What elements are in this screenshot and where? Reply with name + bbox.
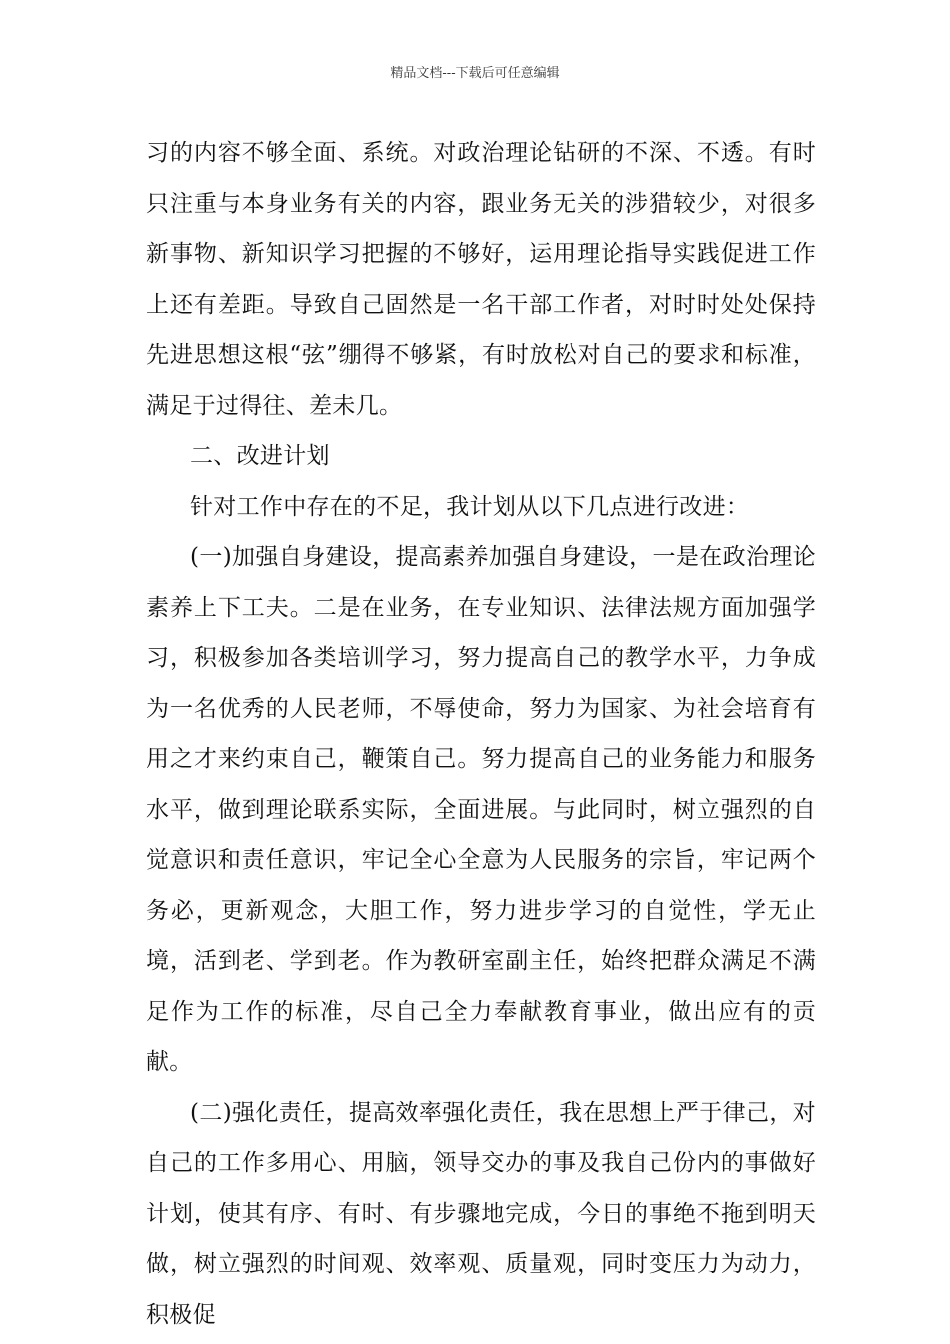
paragraph-intro: 针对工作中存在的不足，我计划从以下几点进行改进：: [190, 493, 750, 520]
section-heading: 二、改进计划: [190, 443, 330, 469]
paragraph-item-1: (一)加强自身建设，提高素养加强自身建设，一是在政治理论素养上下工夫。二是在业务，在专业知识、法律法规方面加强学习，积极参加各类培训学习，努力提高自己的教学水平，力争成为一名优秀的人民老师，不辱使命，努力为国家、为社会培育有用之才来约束自己，鞭策自己。努力提高自己的业务能力和服务水平，做到理论联系实际，全面进展。与此同时，树立强烈的自觉意识和责任意识，牢记全心全意为人民服务的宗旨，牢记两个务必，更新观念，大胆工作，努力进步学习的自觉性，学无止境，活到老、学到老。作为教研室副主任，始终把群众满足不满足作为工作的标准，尽自己全力奉献教育事业，做出应有的贡献。: [146, 544, 816, 1075]
page-header: 精品文档---下载后可任意编辑: [390, 66, 560, 81]
document-body: [146, 128, 816, 1340]
paragraph-item-2: (二)强化责任，提高效率强化责任，我在思想上严于律己，对自己的工作多用心、用脑，领导交办的事及我自己份内的事做好计划，使其有序、有时、有步骤地完成，今日的事绝不拖到明天做，树立强烈的时间观、效率观、质量观，同时变压力为动力，积极促: [146, 1099, 816, 1328]
paragraph-continuation: 习的内容不够全面、系统。对政治理论钻研的不深、不透。有时只注重与本身业务有关的内容，跟业务无关的涉猎较少，对很多新事物、新知识学习把握的不够好，运用理论指导实践促进工作上还有差距。导致自己固然是一名干部工作者，对时时处处保持先进思想这根“弦”绷得不够紧，有时放松对自己的要求和标准，满足于过得往、差未几。: [146, 140, 816, 419]
